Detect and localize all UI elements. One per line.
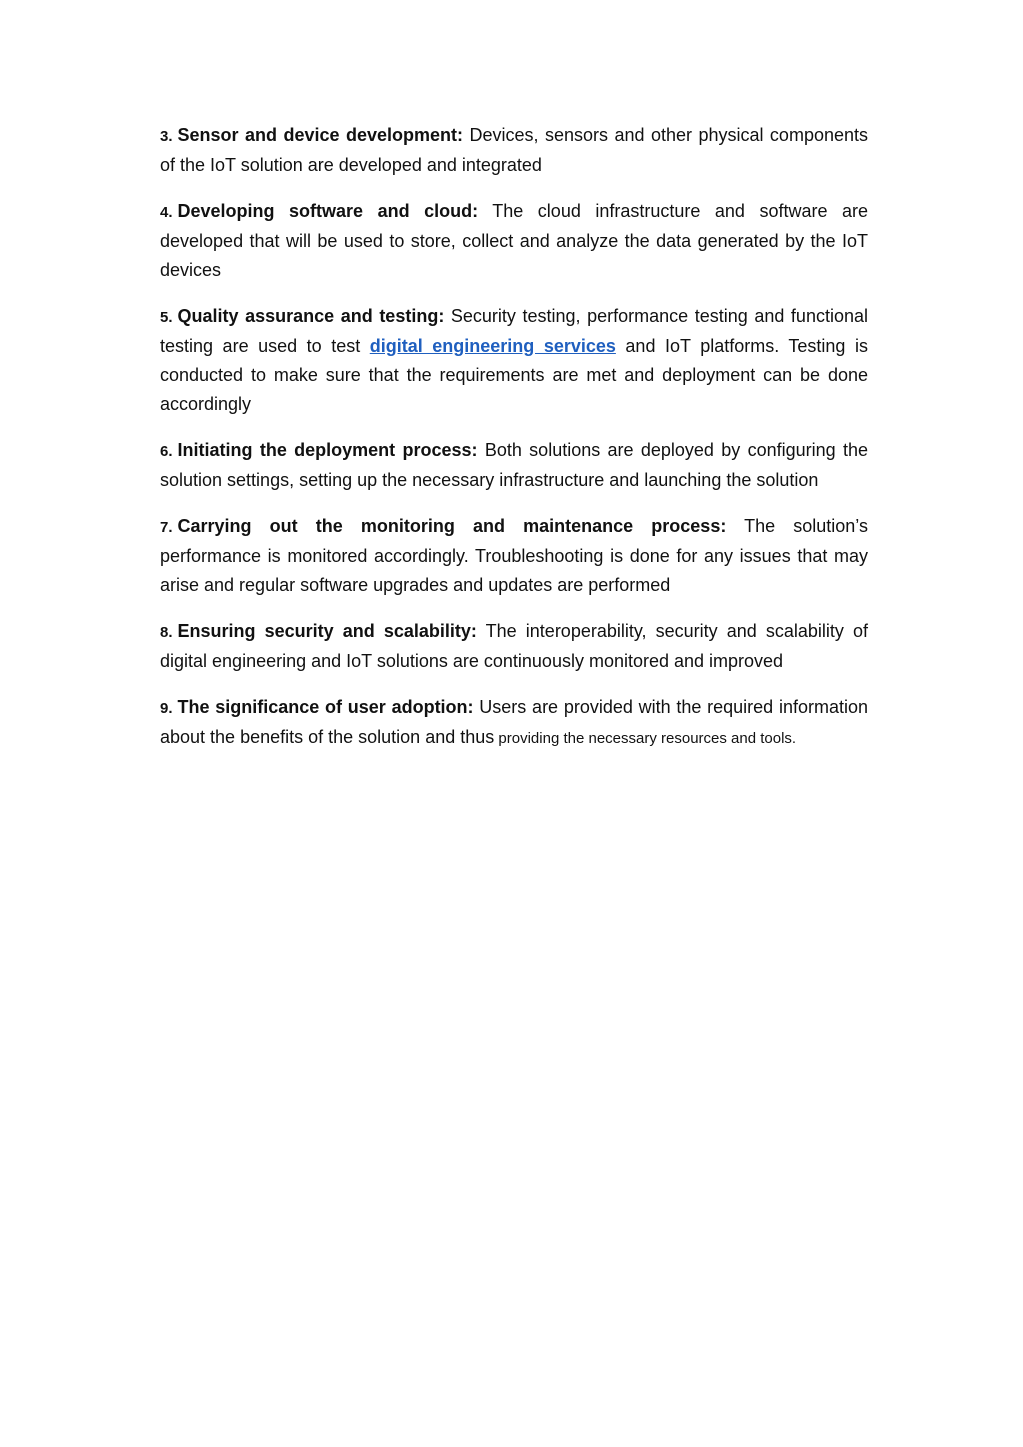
item-text: Security testing, performance testing and functional testing are used to test <box>160 306 868 356</box>
item-text: Both solutions are deployed by configuring the solution settings, setting up the necessary infrastructure and launching the solution <box>160 440 868 490</box>
item-text: and IoT platforms. Testing is conducted to make sure that the requirements are met and deployment can be done accordingly <box>160 336 868 414</box>
item-heading: The significance of user adoption: <box>177 697 474 717</box>
item-number: 7. <box>160 519 173 536</box>
item-text-small: providing the necessary resources and tools. <box>494 730 797 747</box>
list-item-8 <box>160 617 868 676</box>
list-item-6 <box>160 436 868 495</box>
item-heading: Carrying out the monitoring and maintenance process: <box>177 516 727 536</box>
item-heading: Initiating the deployment process: <box>177 440 478 460</box>
list-item-4 <box>160 197 868 285</box>
item-heading: Sensor and device development: <box>177 125 463 145</box>
list-item-7 <box>160 512 868 600</box>
item-text: The cloud infrastructure and software are developed that will be used to store, collect and analyze the data generated by the IoT devices <box>160 201 869 280</box>
item-heading: Developing software and cloud: <box>177 201 479 221</box>
digital-engineering-services-link[interactable]: digital engineering services <box>369 336 616 356</box>
item-heading: Ensuring security and scalability: <box>177 621 477 641</box>
item-number: 3. <box>160 128 173 145</box>
item-text: The interoperability, security and scalability of digital engineering and IoT solutions are continuously monitored and improved <box>160 621 869 671</box>
item-text: Devices, sensors and other physical components of the IoT solution are developed and integrated <box>160 125 868 175</box>
item-number: 9. <box>160 700 173 717</box>
item-number: 8. <box>160 624 173 641</box>
item-text: The solution’s performance is monitored accordingly. Troubleshooting is done for any issues that may arise and regular software upgrades and updates are performed <box>160 516 868 595</box>
item-number: 6. <box>160 443 173 460</box>
item-text: Users are provided with the required information about the benefits of the solution and thus <box>160 697 868 747</box>
item-number: 5. <box>160 309 173 326</box>
item-number: 4. <box>160 204 173 221</box>
item-heading: Quality assurance and testing: <box>177 306 445 326</box>
list-item-3 <box>160 121 868 180</box>
list-item-9 <box>160 693 868 752</box>
document-page <box>160 121 868 769</box>
list-item-5 <box>160 302 868 419</box>
